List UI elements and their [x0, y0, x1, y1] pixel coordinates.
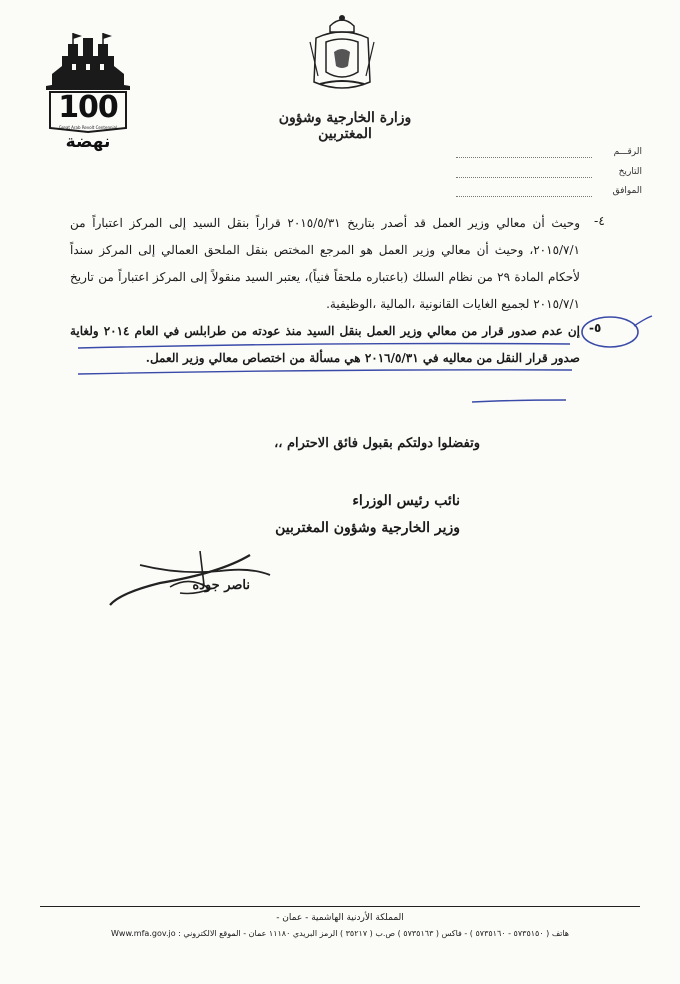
logo-number: 100: [58, 90, 118, 125]
footer-website[interactable]: Www.mfa.gov.jo: [111, 929, 176, 938]
letter-body: [70, 210, 580, 372]
footer-divider: [40, 906, 640, 907]
item-5-text: إن عدم صدور قرار من معالي وزير العمل بنقل السيد منذ عودته من طرابلس في العام ٢٠١٤ ولغاية صدور قرار النقل من معاليه في ٢٠١٦/٥/٣١ هي مسألة من اختصاص معالي وزير العمل.: [70, 324, 580, 365]
coat-of-arms-icon: [308, 12, 376, 94]
castle-icon: [38, 30, 138, 92]
footer-contacts: [60, 929, 620, 938]
ref-corresponding-label: الموافق: [612, 186, 642, 196]
centennial-logo: [38, 30, 138, 150]
logo-caption: Great Arab Revolt Centennial: [58, 125, 118, 130]
signer-title-deputy-pm: نائب رئيس الوزراء: [352, 493, 460, 509]
pen-circle-mark: [574, 312, 654, 354]
closing-phrase: وتفضلوا دولتكم بقبول فائق الاحترام ،،: [274, 436, 480, 451]
item-4-number: -٤: [594, 214, 605, 228]
signer-name: ناصر جوده: [192, 578, 250, 593]
signer-title-minister: وزير الخارجية وشؤون المغتربين: [275, 520, 460, 536]
item-4-text: وحيث أن معالي وزير العمل قد أصدر بتاريخ ٢٠١٥/٥/٣١ قراراً بنقل السيد إلى المركز اعتباراً من ٢٠١٥/٧/١، وحيث أن معالي وزير العمل هو المرجع المختص بنقل الملحق العمالي إلى المركز سنداً لأحكام المادة ٢٩ من نظام السلك (باعتباره ملحقاً فنياً)، يعتبر السيد منقولاً إلى المركز اعتباراً من تاريخ ٢٠١٥/٧/١ لجميع الغايات القانونية ،المالية ،الوظيفية.: [70, 216, 580, 311]
ref-date-label: التاريخ: [618, 167, 642, 177]
ref-date-line: [456, 177, 592, 178]
ref-number-label: الرقـــم: [613, 147, 642, 157]
ministry-name: وزارة الخارجية وشؤون المغتربين: [278, 110, 412, 142]
item-5-number: -٥: [589, 321, 602, 335]
ref-corresponding-line: [456, 196, 592, 197]
footer-address: المملكة الأردنية الهاشمية - عمان -: [276, 913, 404, 923]
footer-contact-details: هاتف ( ٥٧٣٥١٥٠ - ٥٧٣٥١٦٠ ) - فاكس ( ٥٧٣٥١٦٣ ) ص.ب ( ٣٥٢١٧ ) الرمز البريدي ١١١٨٠ عمان - الموقع الالكتروني :: [178, 929, 569, 938]
logo-word: نهضة: [65, 132, 111, 152]
ref-number-line: [456, 157, 592, 158]
